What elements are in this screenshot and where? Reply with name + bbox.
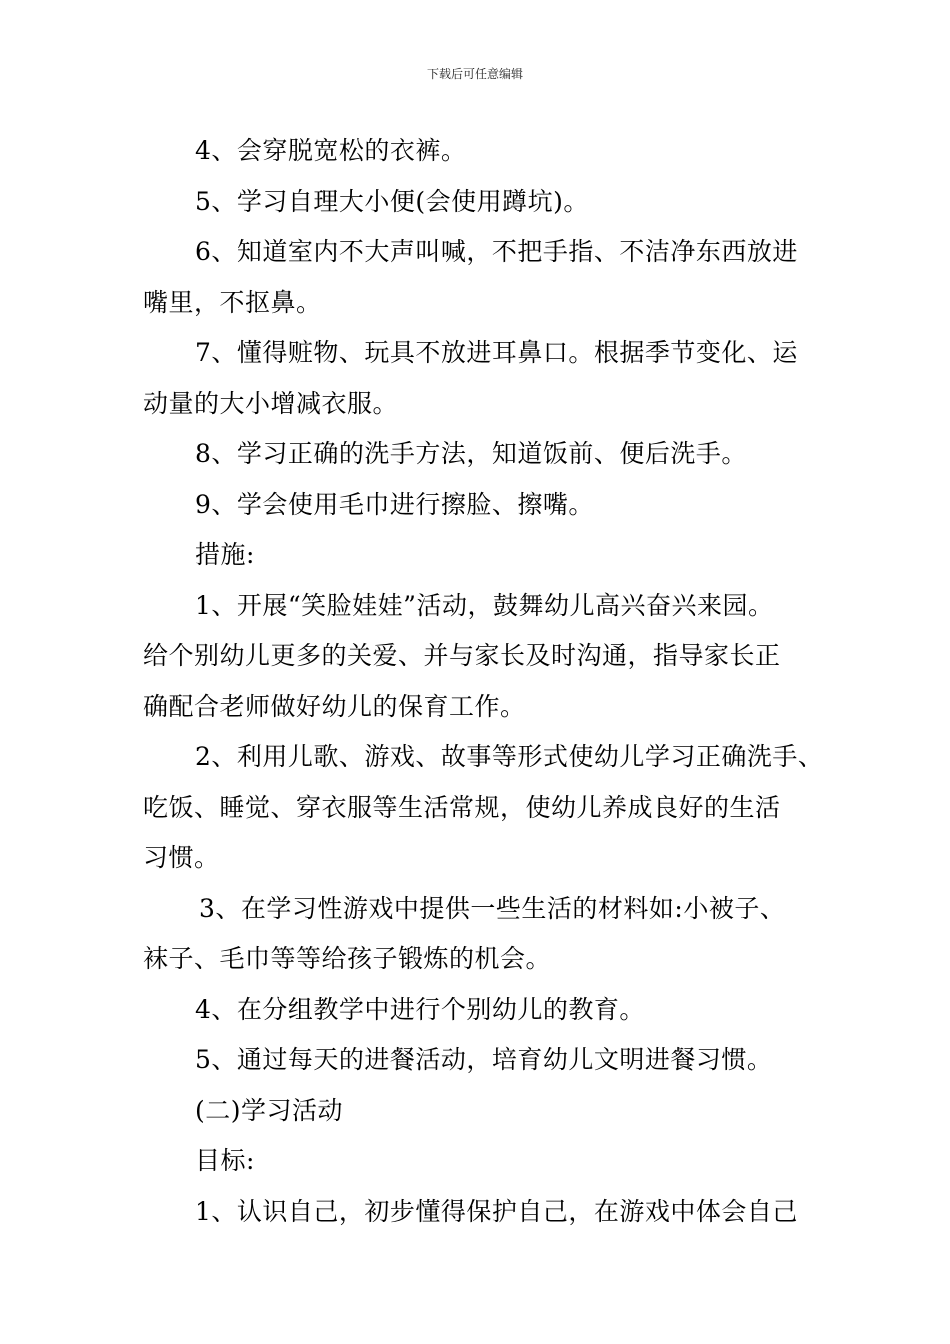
document-body <box>143 126 823 1237</box>
text-line: 2、利用儿歌、游戏、故事等形式使幼儿学习正确洗手、 <box>195 742 824 771</box>
text-line: 习惯。 <box>143 843 220 872</box>
text-line: 9、学会使用毛巾进行擦脸、擦嘴。 <box>195 489 594 519</box>
section-label: 目标: <box>195 1146 255 1175</box>
text-line: 吃饭、睡觉、穿衣服等生活常规，使幼儿养成良好的生活 <box>143 792 781 822</box>
text-line: 1、开展“笑脸娃娃”活动，鼓舞幼儿高兴奋兴来园。 <box>195 590 774 620</box>
text-line: 4、会穿脱宽松的衣裤。 <box>195 136 467 165</box>
text-line: 5、通过每天的进餐活动，培育幼儿文明进餐习惯。 <box>195 1045 773 1074</box>
section-heading: (二)学习活动 <box>195 1095 344 1125</box>
text-line: 4、在分组教学中进行个别幼儿的教育。 <box>195 994 645 1024</box>
header-note: 下载后可任意编辑 <box>426 67 523 81</box>
text-line: 1、认识自己，初步懂得保护自己，在游戏中体会自己 <box>195 1196 798 1226</box>
text-line: 7、懂得赃物、玩具不放进耳鼻口。根据季节变化、运 <box>195 338 798 367</box>
text-line: 袜子、毛巾等等给孩子锻炼的机会。 <box>143 944 552 973</box>
text-line: 6、知道室内不大声叫喊，不把手指、不洁净东西放进 <box>195 237 798 266</box>
text-line: 确配合老师做好幼儿的保育工作。 <box>143 691 526 721</box>
section-label: 措施: <box>195 540 255 569</box>
text-line: 5、学习自理大小便(会使用蹲坑)。 <box>195 186 589 216</box>
text-line: 嘴里，不抠鼻。 <box>143 287 322 317</box>
text-line: 动量的大小增减衣服。 <box>143 388 399 418</box>
text-line: 3、在学习性游戏中提供一些生活的材料如:小被子、 <box>199 893 786 923</box>
text-line: 给个别幼儿更多的关爱、并与家长及时沟通，指导家长正 <box>143 641 781 670</box>
text-line: 8、学习正确的洗手方法，知道饭前、便后洗手。 <box>195 439 747 468</box>
